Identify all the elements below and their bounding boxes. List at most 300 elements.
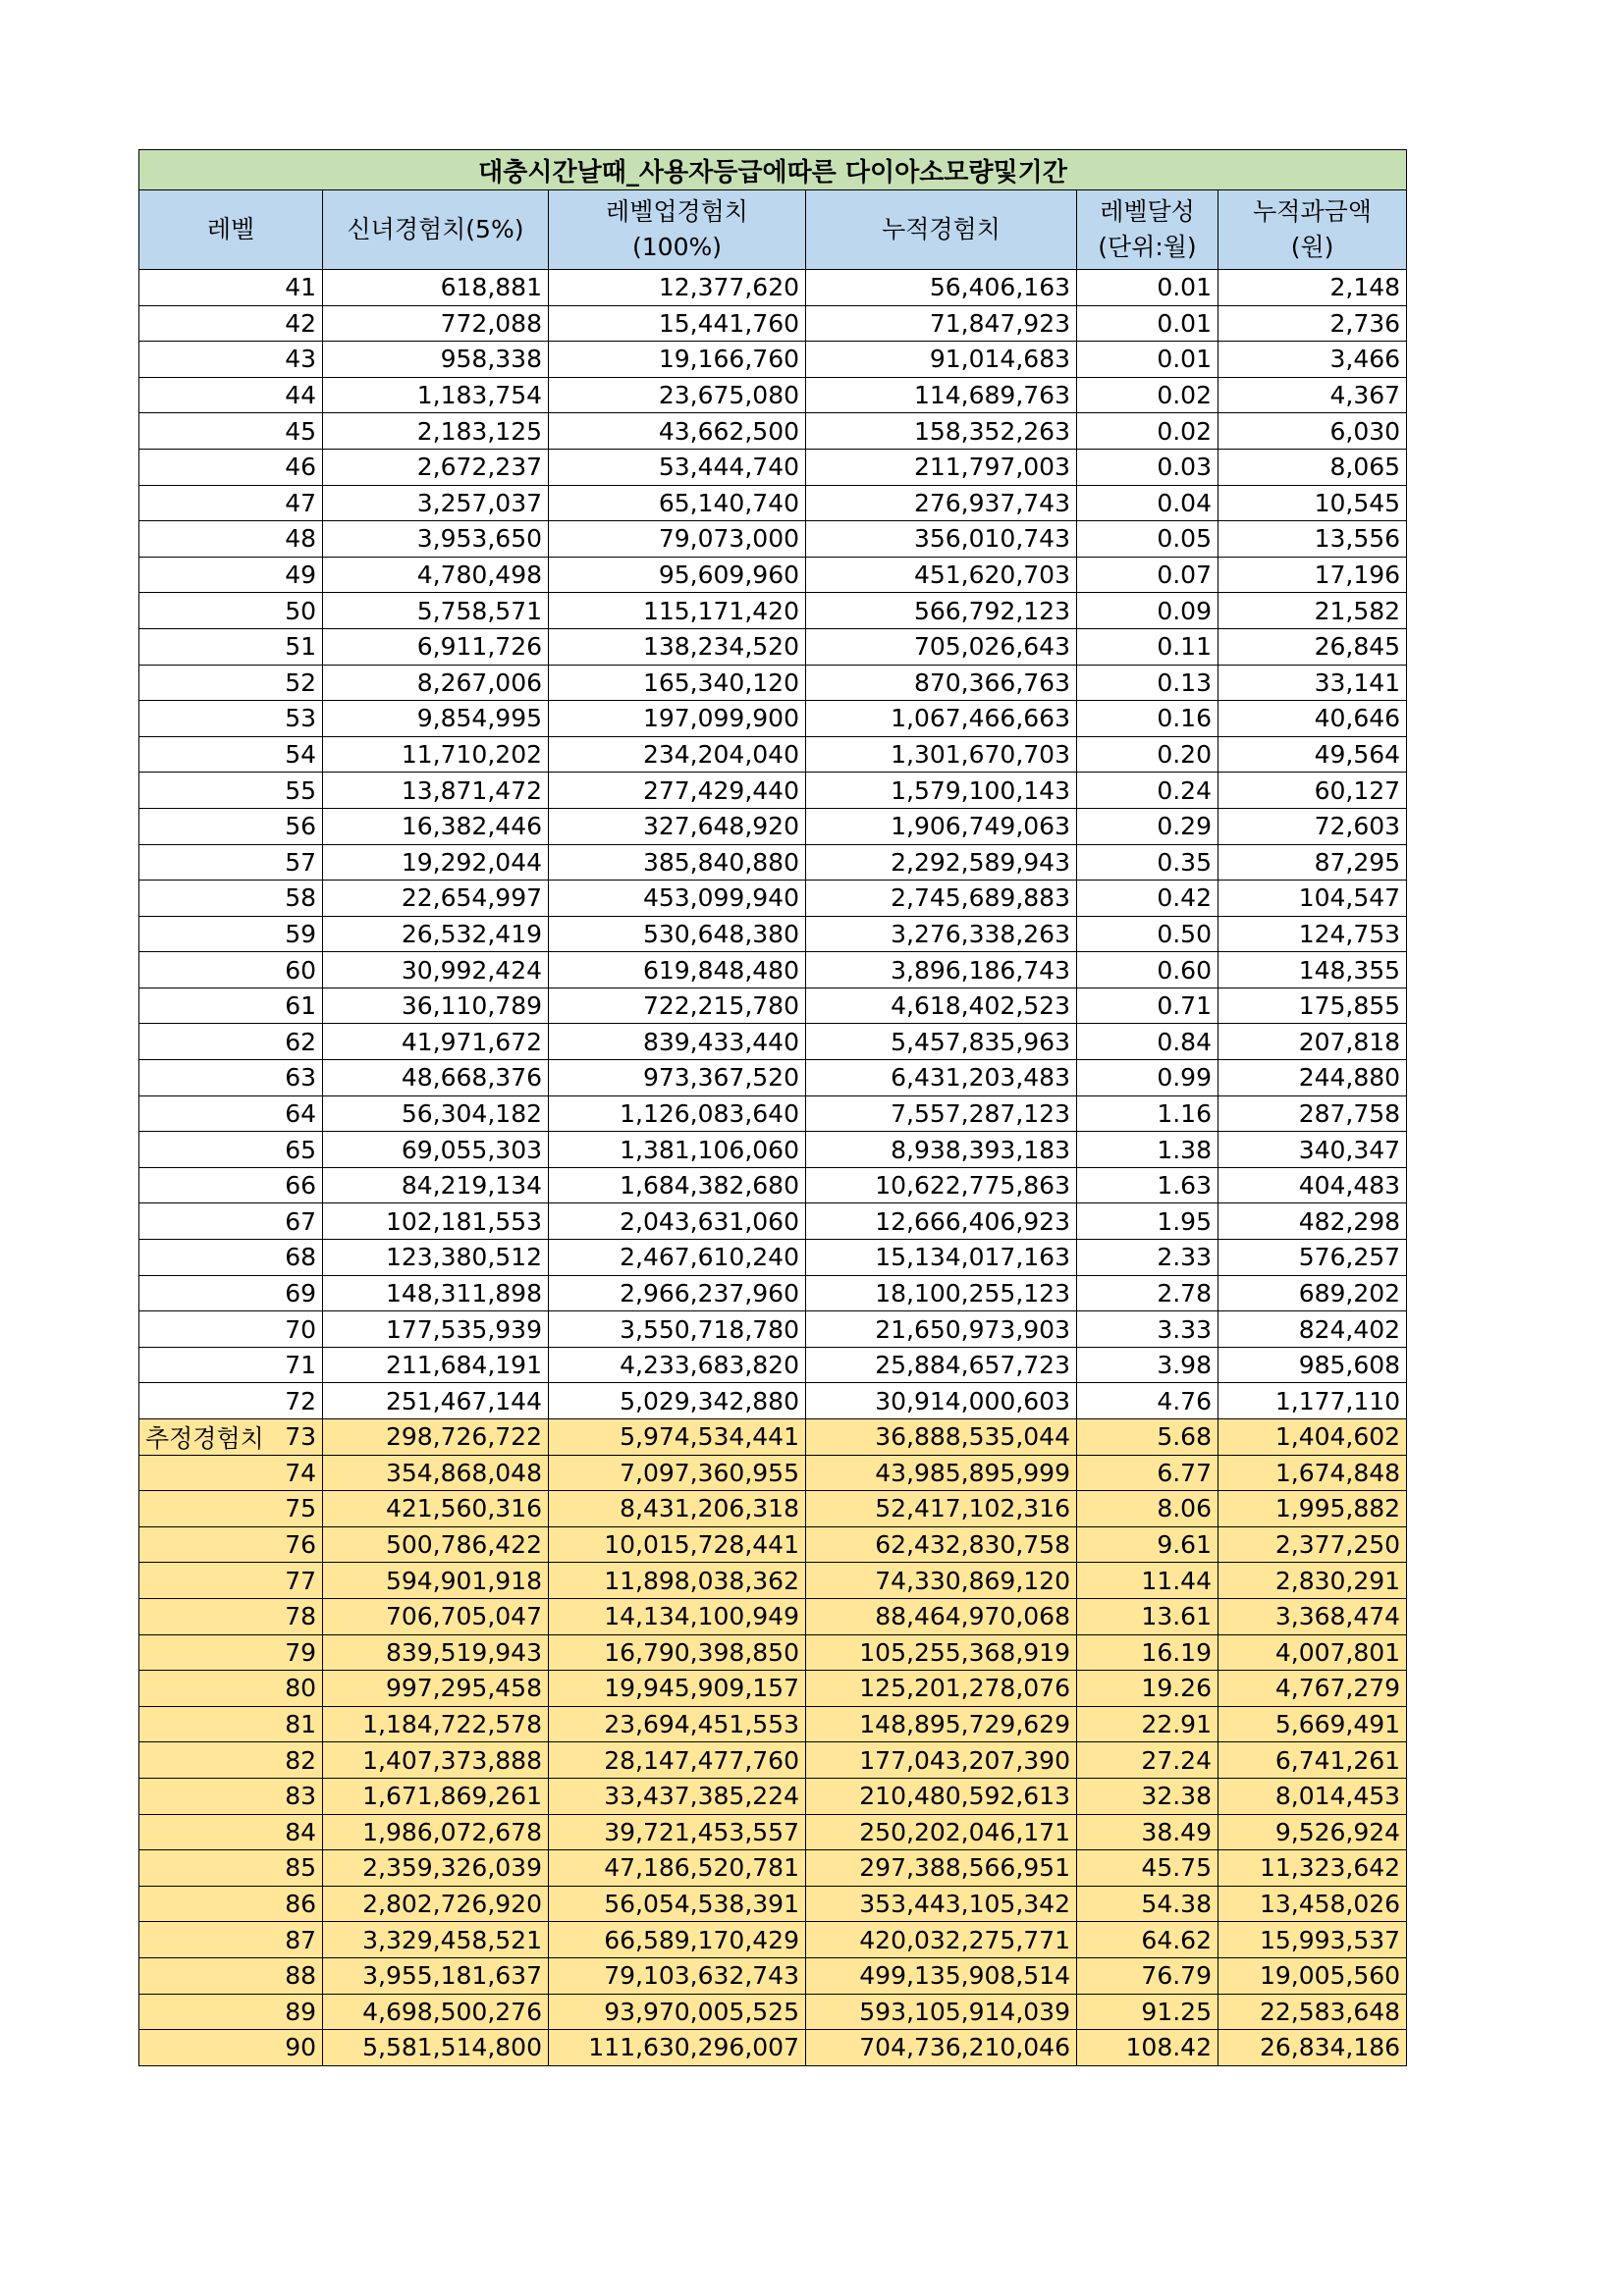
cell-cumulative-cost[interactable]	[1218, 593, 1407, 629]
cell-level[interactable]	[139, 1742, 323, 1779]
cell-levelup-exp[interactable]	[549, 1060, 806, 1096]
cell-cumulative-exp[interactable]	[806, 1095, 1077, 1132]
cell-months[interactable]	[1077, 305, 1218, 342]
cell-level[interactable]	[139, 521, 323, 558]
cell-levelup-exp[interactable]	[549, 1922, 806, 1958]
cell-cumulative-cost[interactable]	[1218, 628, 1407, 665]
cell-cumulative-cost[interactable]	[1218, 1634, 1407, 1671]
cell-months[interactable]	[1077, 377, 1218, 413]
cell-levelup-exp[interactable]	[549, 2030, 806, 2066]
cell-level[interactable]	[139, 1203, 323, 1240]
cell-cumulative-cost[interactable]	[1218, 1814, 1407, 1850]
cell-cumulative-cost[interactable]	[1218, 1671, 1407, 1707]
cell-levelup-exp[interactable]	[549, 701, 806, 737]
cell-months[interactable]	[1077, 1060, 1218, 1096]
cell-cumulative-exp[interactable]	[806, 1634, 1077, 1671]
cell-months[interactable]	[1077, 1311, 1218, 1348]
cell-levelup-exp[interactable]	[549, 1024, 806, 1060]
cell-months[interactable]	[1077, 1922, 1218, 1958]
cell-months[interactable]	[1077, 916, 1218, 952]
cell-months[interactable]	[1077, 449, 1218, 485]
cell-cumulative-exp[interactable]	[806, 305, 1077, 342]
cell-months[interactable]	[1077, 952, 1218, 988]
cell-months[interactable]	[1077, 628, 1218, 665]
cell-cumulative-cost[interactable]	[1218, 916, 1407, 952]
cell-level[interactable]	[139, 413, 323, 450]
cell-level[interactable]	[139, 665, 323, 701]
cell-exp-5pct[interactable]	[323, 449, 549, 485]
cell-exp-5pct[interactable]	[323, 916, 549, 952]
cell-exp-5pct[interactable]	[323, 1491, 549, 1527]
cell-cumulative-cost[interactable]	[1218, 1994, 1407, 2030]
cell-exp-5pct[interactable]	[323, 2030, 549, 2066]
cell-level[interactable]	[139, 1922, 323, 1958]
cell-exp-5pct[interactable]	[323, 1167, 549, 1203]
cell-exp-5pct[interactable]	[323, 1347, 549, 1383]
cell-levelup-exp[interactable]	[549, 1850, 806, 1887]
cell-months[interactable]	[1077, 881, 1218, 917]
cell-exp-5pct[interactable]	[323, 305, 549, 342]
cell-cumulative-cost[interactable]	[1218, 1060, 1407, 1096]
cell-cumulative-exp[interactable]	[806, 557, 1077, 593]
cell-cumulative-cost[interactable]	[1218, 1742, 1407, 1779]
cell-cumulative-cost[interactable]	[1218, 701, 1407, 737]
cell-level[interactable]	[139, 1671, 323, 1707]
cell-months[interactable]	[1077, 1598, 1218, 1634]
cell-level[interactable]	[139, 593, 323, 629]
cell-months[interactable]	[1077, 988, 1218, 1024]
cell-level[interactable]	[139, 449, 323, 485]
cell-exp-5pct[interactable]	[323, 1778, 549, 1814]
cell-levelup-exp[interactable]	[549, 1526, 806, 1563]
cell-levelup-exp[interactable]	[549, 736, 806, 773]
cell-cumulative-exp[interactable]	[806, 1455, 1077, 1491]
cell-levelup-exp[interactable]	[549, 449, 806, 485]
cell-cumulative-exp[interactable]	[806, 1922, 1077, 1958]
cell-cumulative-cost[interactable]	[1218, 1203, 1407, 1240]
cell-cumulative-exp[interactable]	[806, 1275, 1077, 1311]
cell-cumulative-cost[interactable]	[1218, 1491, 1407, 1527]
cell-levelup-exp[interactable]	[549, 413, 806, 450]
cell-level[interactable]	[139, 881, 323, 917]
cell-levelup-exp[interactable]	[549, 1886, 806, 1922]
cell-cumulative-exp[interactable]	[806, 665, 1077, 701]
cell-levelup-exp[interactable]	[549, 1957, 806, 1994]
cell-months[interactable]	[1077, 1240, 1218, 1276]
cell-levelup-exp[interactable]	[549, 1347, 806, 1383]
cell-level[interactable]	[139, 485, 323, 521]
cell-level[interactable]	[139, 1563, 323, 1599]
cell-exp-5pct[interactable]	[323, 593, 549, 629]
cell-exp-5pct[interactable]	[323, 342, 549, 378]
cell-months[interactable]	[1077, 1347, 1218, 1383]
cell-months[interactable]	[1077, 1886, 1218, 1922]
cell-months[interactable]	[1077, 1024, 1218, 1060]
cell-level[interactable]	[139, 1491, 323, 1527]
cell-exp-5pct[interactable]	[323, 1994, 549, 2030]
cell-cumulative-cost[interactable]	[1218, 2030, 1407, 2066]
cell-levelup-exp[interactable]	[549, 485, 806, 521]
cell-levelup-exp[interactable]	[549, 1742, 806, 1779]
cell-cumulative-exp[interactable]	[806, 1132, 1077, 1168]
cell-cumulative-exp[interactable]	[806, 1671, 1077, 1707]
cell-exp-5pct[interactable]	[323, 1455, 549, 1491]
cell-cumulative-exp[interactable]	[806, 1814, 1077, 1850]
cell-months[interactable]	[1077, 1526, 1218, 1563]
cell-cumulative-cost[interactable]	[1218, 881, 1407, 917]
cell-cumulative-cost[interactable]	[1218, 1240, 1407, 1276]
cell-level[interactable]	[139, 1275, 323, 1311]
cell-exp-5pct[interactable]	[323, 988, 549, 1024]
cell-cumulative-cost[interactable]	[1218, 1957, 1407, 1994]
cell-levelup-exp[interactable]	[549, 1563, 806, 1599]
cell-levelup-exp[interactable]	[549, 521, 806, 558]
cell-exp-5pct[interactable]	[323, 1095, 549, 1132]
cell-months[interactable]	[1077, 1742, 1218, 1779]
cell-cumulative-cost[interactable]	[1218, 270, 1407, 306]
cell-cumulative-cost[interactable]	[1218, 988, 1407, 1024]
cell-levelup-exp[interactable]	[549, 270, 806, 306]
cell-months[interactable]	[1077, 1671, 1218, 1707]
header-months[interactable]	[1077, 190, 1218, 270]
cell-cumulative-exp[interactable]	[806, 881, 1077, 917]
cell-months[interactable]	[1077, 1706, 1218, 1742]
cell-cumulative-exp[interactable]	[806, 701, 1077, 737]
cell-cumulative-exp[interactable]	[806, 1240, 1077, 1276]
cell-cumulative-cost[interactable]	[1218, 844, 1407, 881]
cell-levelup-exp[interactable]	[549, 557, 806, 593]
header-cumulative-cost[interactable]	[1218, 190, 1407, 270]
cell-months[interactable]	[1077, 342, 1218, 378]
cell-exp-5pct[interactable]	[323, 1526, 549, 1563]
cell-levelup-exp[interactable]	[549, 1634, 806, 1671]
cell-cumulative-exp[interactable]	[806, 988, 1077, 1024]
cell-months[interactable]	[1077, 270, 1218, 306]
cell-level[interactable]	[139, 1814, 323, 1850]
cell-cumulative-cost[interactable]	[1218, 1347, 1407, 1383]
sheet-title[interactable]: 대충시간날때_사용자등급에따른 다이아소모량및기간	[139, 150, 1407, 190]
cell-exp-5pct[interactable]	[323, 881, 549, 917]
cell-level[interactable]	[139, 1240, 323, 1276]
cell-months[interactable]	[1077, 2030, 1218, 2066]
cell-level[interactable]	[139, 1634, 323, 1671]
cell-cumulative-cost[interactable]	[1218, 1706, 1407, 1742]
cell-exp-5pct[interactable]	[323, 1671, 549, 1707]
cell-months[interactable]	[1077, 1132, 1218, 1168]
cell-levelup-exp[interactable]	[549, 1167, 806, 1203]
cell-exp-5pct[interactable]	[323, 701, 549, 737]
cell-cumulative-exp[interactable]	[806, 1419, 1077, 1456]
cell-level[interactable]	[139, 1994, 323, 2030]
cell-levelup-exp[interactable]	[549, 844, 806, 881]
cell-exp-5pct[interactable]	[323, 521, 549, 558]
cell-cumulative-exp[interactable]	[806, 2030, 1077, 2066]
cell-exp-5pct[interactable]	[323, 1383, 549, 1419]
cell-cumulative-cost[interactable]	[1218, 413, 1407, 450]
header-level[interactable]	[139, 190, 323, 270]
cell-cumulative-exp[interactable]	[806, 593, 1077, 629]
cell-level[interactable]	[139, 952, 323, 988]
cell-exp-5pct[interactable]	[323, 844, 549, 881]
cell-levelup-exp[interactable]	[549, 628, 806, 665]
cell-months[interactable]	[1077, 1814, 1218, 1850]
cell-exp-5pct[interactable]	[323, 1419, 549, 1456]
cell-levelup-exp[interactable]	[549, 305, 806, 342]
cell-months[interactable]	[1077, 1994, 1218, 2030]
cell-months[interactable]	[1077, 557, 1218, 593]
cell-level[interactable]	[139, 808, 323, 844]
cell-exp-5pct[interactable]	[323, 1814, 549, 1850]
cell-levelup-exp[interactable]	[549, 1994, 806, 2030]
cell-cumulative-cost[interactable]	[1218, 1886, 1407, 1922]
cell-levelup-exp[interactable]	[549, 1095, 806, 1132]
cell-months[interactable]	[1077, 1419, 1218, 1456]
cell-level[interactable]	[139, 1957, 323, 1994]
cell-cumulative-exp[interactable]	[806, 449, 1077, 485]
cell-cumulative-cost[interactable]	[1218, 377, 1407, 413]
cell-exp-5pct[interactable]	[323, 1563, 549, 1599]
cell-levelup-exp[interactable]	[549, 1419, 806, 1456]
cell-months[interactable]	[1077, 665, 1218, 701]
cell-level[interactable]	[139, 1598, 323, 1634]
cell-exp-5pct[interactable]	[323, 1060, 549, 1096]
cell-cumulative-cost[interactable]	[1218, 521, 1407, 558]
cell-cumulative-exp[interactable]	[806, 1526, 1077, 1563]
cell-cumulative-exp[interactable]	[806, 1311, 1077, 1348]
cell-cumulative-exp[interactable]	[806, 342, 1077, 378]
cell-levelup-exp[interactable]	[549, 1778, 806, 1814]
cell-months[interactable]	[1077, 413, 1218, 450]
cell-months[interactable]	[1077, 1095, 1218, 1132]
cell-months[interactable]	[1077, 1563, 1218, 1599]
cell-months[interactable]	[1077, 593, 1218, 629]
cell-cumulative-exp[interactable]	[806, 1957, 1077, 1994]
cell-months[interactable]	[1077, 1778, 1218, 1814]
cell-cumulative-exp[interactable]	[806, 1203, 1077, 1240]
cell-level[interactable]	[139, 1419, 323, 1456]
cell-cumulative-cost[interactable]	[1218, 557, 1407, 593]
cell-cumulative-cost[interactable]	[1218, 485, 1407, 521]
cell-cumulative-cost[interactable]	[1218, 1132, 1407, 1168]
cell-cumulative-exp[interactable]	[806, 736, 1077, 773]
cell-months[interactable]	[1077, 485, 1218, 521]
cell-exp-5pct[interactable]	[323, 413, 549, 450]
cell-levelup-exp[interactable]	[549, 773, 806, 809]
cell-cumulative-exp[interactable]	[806, 270, 1077, 306]
cell-exp-5pct[interactable]	[323, 1706, 549, 1742]
cell-exp-5pct[interactable]	[323, 736, 549, 773]
cell-months[interactable]	[1077, 1203, 1218, 1240]
cell-exp-5pct[interactable]	[323, 1024, 549, 1060]
cell-cumulative-cost[interactable]	[1218, 1526, 1407, 1563]
cell-exp-5pct[interactable]	[323, 1922, 549, 1958]
header-cumulative-exp[interactable]	[806, 190, 1077, 270]
cell-level[interactable]	[139, 1311, 323, 1348]
cell-cumulative-exp[interactable]	[806, 1778, 1077, 1814]
cell-level[interactable]	[139, 1886, 323, 1922]
cell-level[interactable]	[139, 628, 323, 665]
cell-months[interactable]	[1077, 521, 1218, 558]
cell-exp-5pct[interactable]	[323, 1886, 549, 1922]
cell-level[interactable]	[139, 988, 323, 1024]
cell-months[interactable]	[1077, 1850, 1218, 1887]
cell-exp-5pct[interactable]	[323, 628, 549, 665]
cell-cumulative-cost[interactable]	[1218, 773, 1407, 809]
cell-levelup-exp[interactable]	[549, 342, 806, 378]
cell-exp-5pct[interactable]	[323, 1957, 549, 1994]
cell-cumulative-cost[interactable]	[1218, 1598, 1407, 1634]
cell-level[interactable]	[139, 1167, 323, 1203]
cell-cumulative-exp[interactable]	[806, 916, 1077, 952]
cell-exp-5pct[interactable]	[323, 665, 549, 701]
cell-exp-5pct[interactable]	[323, 773, 549, 809]
cell-cumulative-exp[interactable]	[806, 1347, 1077, 1383]
cell-levelup-exp[interactable]	[549, 1814, 806, 1850]
cell-cumulative-cost[interactable]	[1218, 305, 1407, 342]
cell-cumulative-cost[interactable]	[1218, 1024, 1407, 1060]
cell-level[interactable]	[139, 1347, 323, 1383]
cell-level[interactable]	[139, 1526, 323, 1563]
cell-level[interactable]	[139, 1850, 323, 1887]
cell-exp-5pct[interactable]	[323, 485, 549, 521]
cell-cumulative-exp[interactable]	[806, 377, 1077, 413]
cell-cumulative-cost[interactable]	[1218, 449, 1407, 485]
cell-level[interactable]	[139, 773, 323, 809]
cell-cumulative-cost[interactable]	[1218, 1922, 1407, 1958]
cell-months[interactable]	[1077, 1383, 1218, 1419]
cell-level[interactable]	[139, 2030, 323, 2066]
cell-levelup-exp[interactable]	[549, 808, 806, 844]
cell-exp-5pct[interactable]	[323, 1203, 549, 1240]
cell-level[interactable]	[139, 701, 323, 737]
cell-exp-5pct[interactable]	[323, 808, 549, 844]
cell-cumulative-cost[interactable]	[1218, 1167, 1407, 1203]
cell-levelup-exp[interactable]	[549, 1203, 806, 1240]
cell-months[interactable]	[1077, 844, 1218, 881]
cell-months[interactable]	[1077, 1455, 1218, 1491]
cell-cumulative-exp[interactable]	[806, 1167, 1077, 1203]
cell-cumulative-exp[interactable]	[806, 952, 1077, 988]
cell-levelup-exp[interactable]	[549, 988, 806, 1024]
cell-cumulative-exp[interactable]	[806, 1886, 1077, 1922]
cell-exp-5pct[interactable]	[323, 1634, 549, 1671]
cell-cumulative-exp[interactable]	[806, 1563, 1077, 1599]
cell-months[interactable]	[1077, 1491, 1218, 1527]
cell-levelup-exp[interactable]	[549, 881, 806, 917]
cell-cumulative-exp[interactable]	[806, 1491, 1077, 1527]
cell-levelup-exp[interactable]	[549, 1311, 806, 1348]
cell-cumulative-exp[interactable]	[806, 413, 1077, 450]
cell-cumulative-cost[interactable]	[1218, 1095, 1407, 1132]
cell-cumulative-exp[interactable]	[806, 1024, 1077, 1060]
cell-exp-5pct[interactable]	[323, 377, 549, 413]
cell-cumulative-exp[interactable]	[806, 1742, 1077, 1779]
cell-level[interactable]	[139, 305, 323, 342]
cell-levelup-exp[interactable]	[549, 1240, 806, 1276]
cell-exp-5pct[interactable]	[323, 1275, 549, 1311]
cell-levelup-exp[interactable]	[549, 1275, 806, 1311]
cell-cumulative-exp[interactable]	[806, 844, 1077, 881]
cell-level[interactable]	[139, 270, 323, 306]
cell-cumulative-cost[interactable]	[1218, 1311, 1407, 1348]
cell-levelup-exp[interactable]	[549, 1132, 806, 1168]
cell-months[interactable]	[1077, 808, 1218, 844]
cell-levelup-exp[interactable]	[549, 1455, 806, 1491]
header-levelup-exp[interactable]	[549, 190, 806, 270]
cell-exp-5pct[interactable]	[323, 1132, 549, 1168]
cell-levelup-exp[interactable]	[549, 1491, 806, 1527]
cell-levelup-exp[interactable]	[549, 593, 806, 629]
cell-cumulative-cost[interactable]	[1218, 952, 1407, 988]
cell-months[interactable]	[1077, 1275, 1218, 1311]
cell-cumulative-cost[interactable]	[1218, 342, 1407, 378]
cell-exp-5pct[interactable]	[323, 1311, 549, 1348]
cell-cumulative-exp[interactable]	[806, 1850, 1077, 1887]
cell-cumulative-exp[interactable]	[806, 628, 1077, 665]
cell-months[interactable]	[1077, 1634, 1218, 1671]
cell-levelup-exp[interactable]	[549, 952, 806, 988]
cell-levelup-exp[interactable]	[549, 1706, 806, 1742]
cell-exp-5pct[interactable]	[323, 952, 549, 988]
cell-cumulative-exp[interactable]	[806, 1383, 1077, 1419]
cell-months[interactable]	[1077, 1167, 1218, 1203]
cell-exp-5pct[interactable]	[323, 1742, 549, 1779]
cell-level[interactable]	[139, 916, 323, 952]
cell-cumulative-exp[interactable]	[806, 1994, 1077, 2030]
cell-level[interactable]	[139, 1060, 323, 1096]
cell-levelup-exp[interactable]	[549, 377, 806, 413]
cell-level[interactable]	[139, 1095, 323, 1132]
cell-level[interactable]	[139, 1024, 323, 1060]
cell-exp-5pct[interactable]	[323, 1598, 549, 1634]
cell-levelup-exp[interactable]	[549, 1383, 806, 1419]
cell-levelup-exp[interactable]	[549, 1598, 806, 1634]
cell-levelup-exp[interactable]	[549, 1671, 806, 1707]
cell-level[interactable]	[139, 1706, 323, 1742]
cell-months[interactable]	[1077, 701, 1218, 737]
cell-cumulative-cost[interactable]	[1218, 1275, 1407, 1311]
cell-exp-5pct[interactable]	[323, 557, 549, 593]
cell-level[interactable]	[139, 736, 323, 773]
cell-levelup-exp[interactable]	[549, 916, 806, 952]
cell-cumulative-cost[interactable]	[1218, 1419, 1407, 1456]
cell-cumulative-cost[interactable]	[1218, 1383, 1407, 1419]
cell-cumulative-exp[interactable]	[806, 773, 1077, 809]
cell-level[interactable]	[139, 1132, 323, 1168]
cell-cumulative-cost[interactable]	[1218, 665, 1407, 701]
cell-level[interactable]	[139, 377, 323, 413]
cell-cumulative-exp[interactable]	[806, 485, 1077, 521]
cell-exp-5pct[interactable]	[323, 270, 549, 306]
cell-months[interactable]	[1077, 1957, 1218, 1994]
cell-cumulative-exp[interactable]	[806, 1706, 1077, 1742]
cell-cumulative-cost[interactable]	[1218, 1850, 1407, 1887]
cell-levelup-exp[interactable]	[549, 665, 806, 701]
cell-cumulative-exp[interactable]	[806, 521, 1077, 558]
cell-cumulative-cost[interactable]	[1218, 1778, 1407, 1814]
cell-cumulative-exp[interactable]	[806, 1598, 1077, 1634]
cell-months[interactable]	[1077, 736, 1218, 773]
cell-level[interactable]	[139, 342, 323, 378]
cell-cumulative-exp[interactable]	[806, 808, 1077, 844]
cell-level[interactable]	[139, 557, 323, 593]
cell-level[interactable]	[139, 1383, 323, 1419]
cell-cumulative-cost[interactable]	[1218, 1455, 1407, 1491]
cell-level[interactable]	[139, 844, 323, 881]
cell-level[interactable]	[139, 1778, 323, 1814]
cell-cumulative-cost[interactable]	[1218, 808, 1407, 844]
cell-months[interactable]	[1077, 773, 1218, 809]
